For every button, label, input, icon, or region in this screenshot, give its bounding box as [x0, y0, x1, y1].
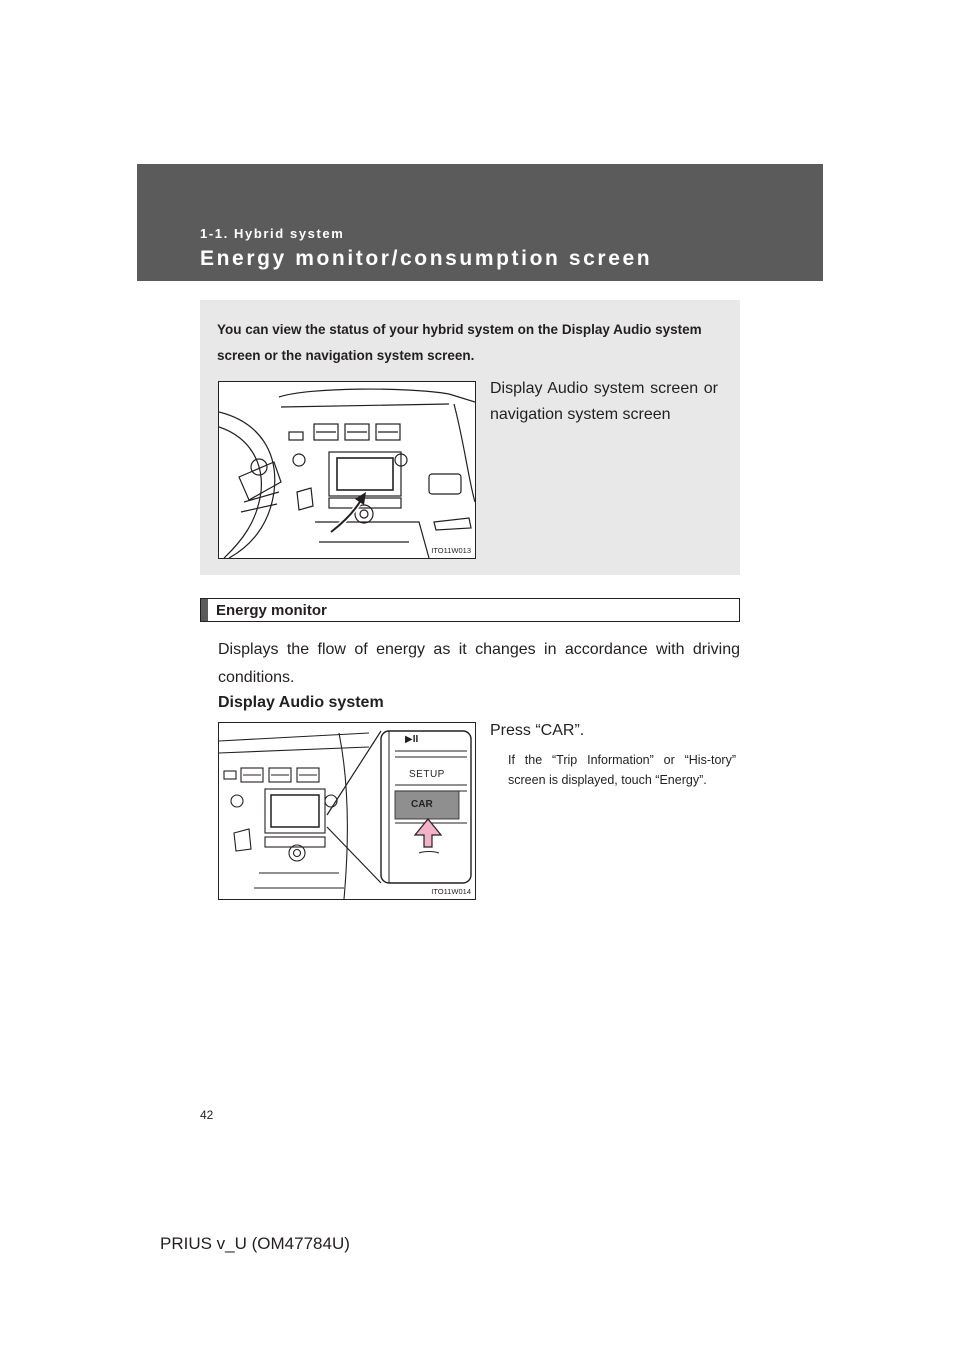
- subsection-title: Energy monitor: [216, 602, 327, 619]
- subsection-heading: [200, 598, 740, 622]
- page-title: Energy monitor/consumption screen: [200, 247, 653, 270]
- dashboard-figure: [218, 381, 476, 559]
- figure-code: ITO11W014: [431, 887, 471, 896]
- car-button-drawing: [219, 723, 475, 899]
- heading-bar: [201, 599, 208, 621]
- intro-text: You can view the status of your hybrid system on the Display Audio system screen or the navigation system screen.: [217, 322, 702, 363]
- car-button: CAR: [411, 799, 433, 810]
- step-note: If the “Trip Information” or “His-tory” screen is displayed, touch “Energy”.: [508, 753, 736, 787]
- play-pause-button: ▶II: [405, 734, 419, 745]
- footer-model: PRIUS v_U (OM47784U): [160, 1234, 350, 1253]
- section-label: 1-1. Hybrid system: [200, 226, 345, 241]
- step-text: Press “CAR”.: [490, 722, 585, 739]
- setup-button: SETUP: [409, 769, 445, 780]
- sub-label: Display Audio system: [218, 694, 384, 711]
- description-paragraph: Displays the flow of energy as it changes in accordance with driving conditions.: [218, 641, 740, 686]
- dashboard-drawing: [219, 382, 475, 558]
- figure-code: ITO11W013: [431, 546, 471, 555]
- car-button-figure: [218, 722, 476, 900]
- page-number: 42: [200, 1108, 214, 1122]
- figure-callout: Display Audio system screen or navigation system screen: [490, 380, 718, 423]
